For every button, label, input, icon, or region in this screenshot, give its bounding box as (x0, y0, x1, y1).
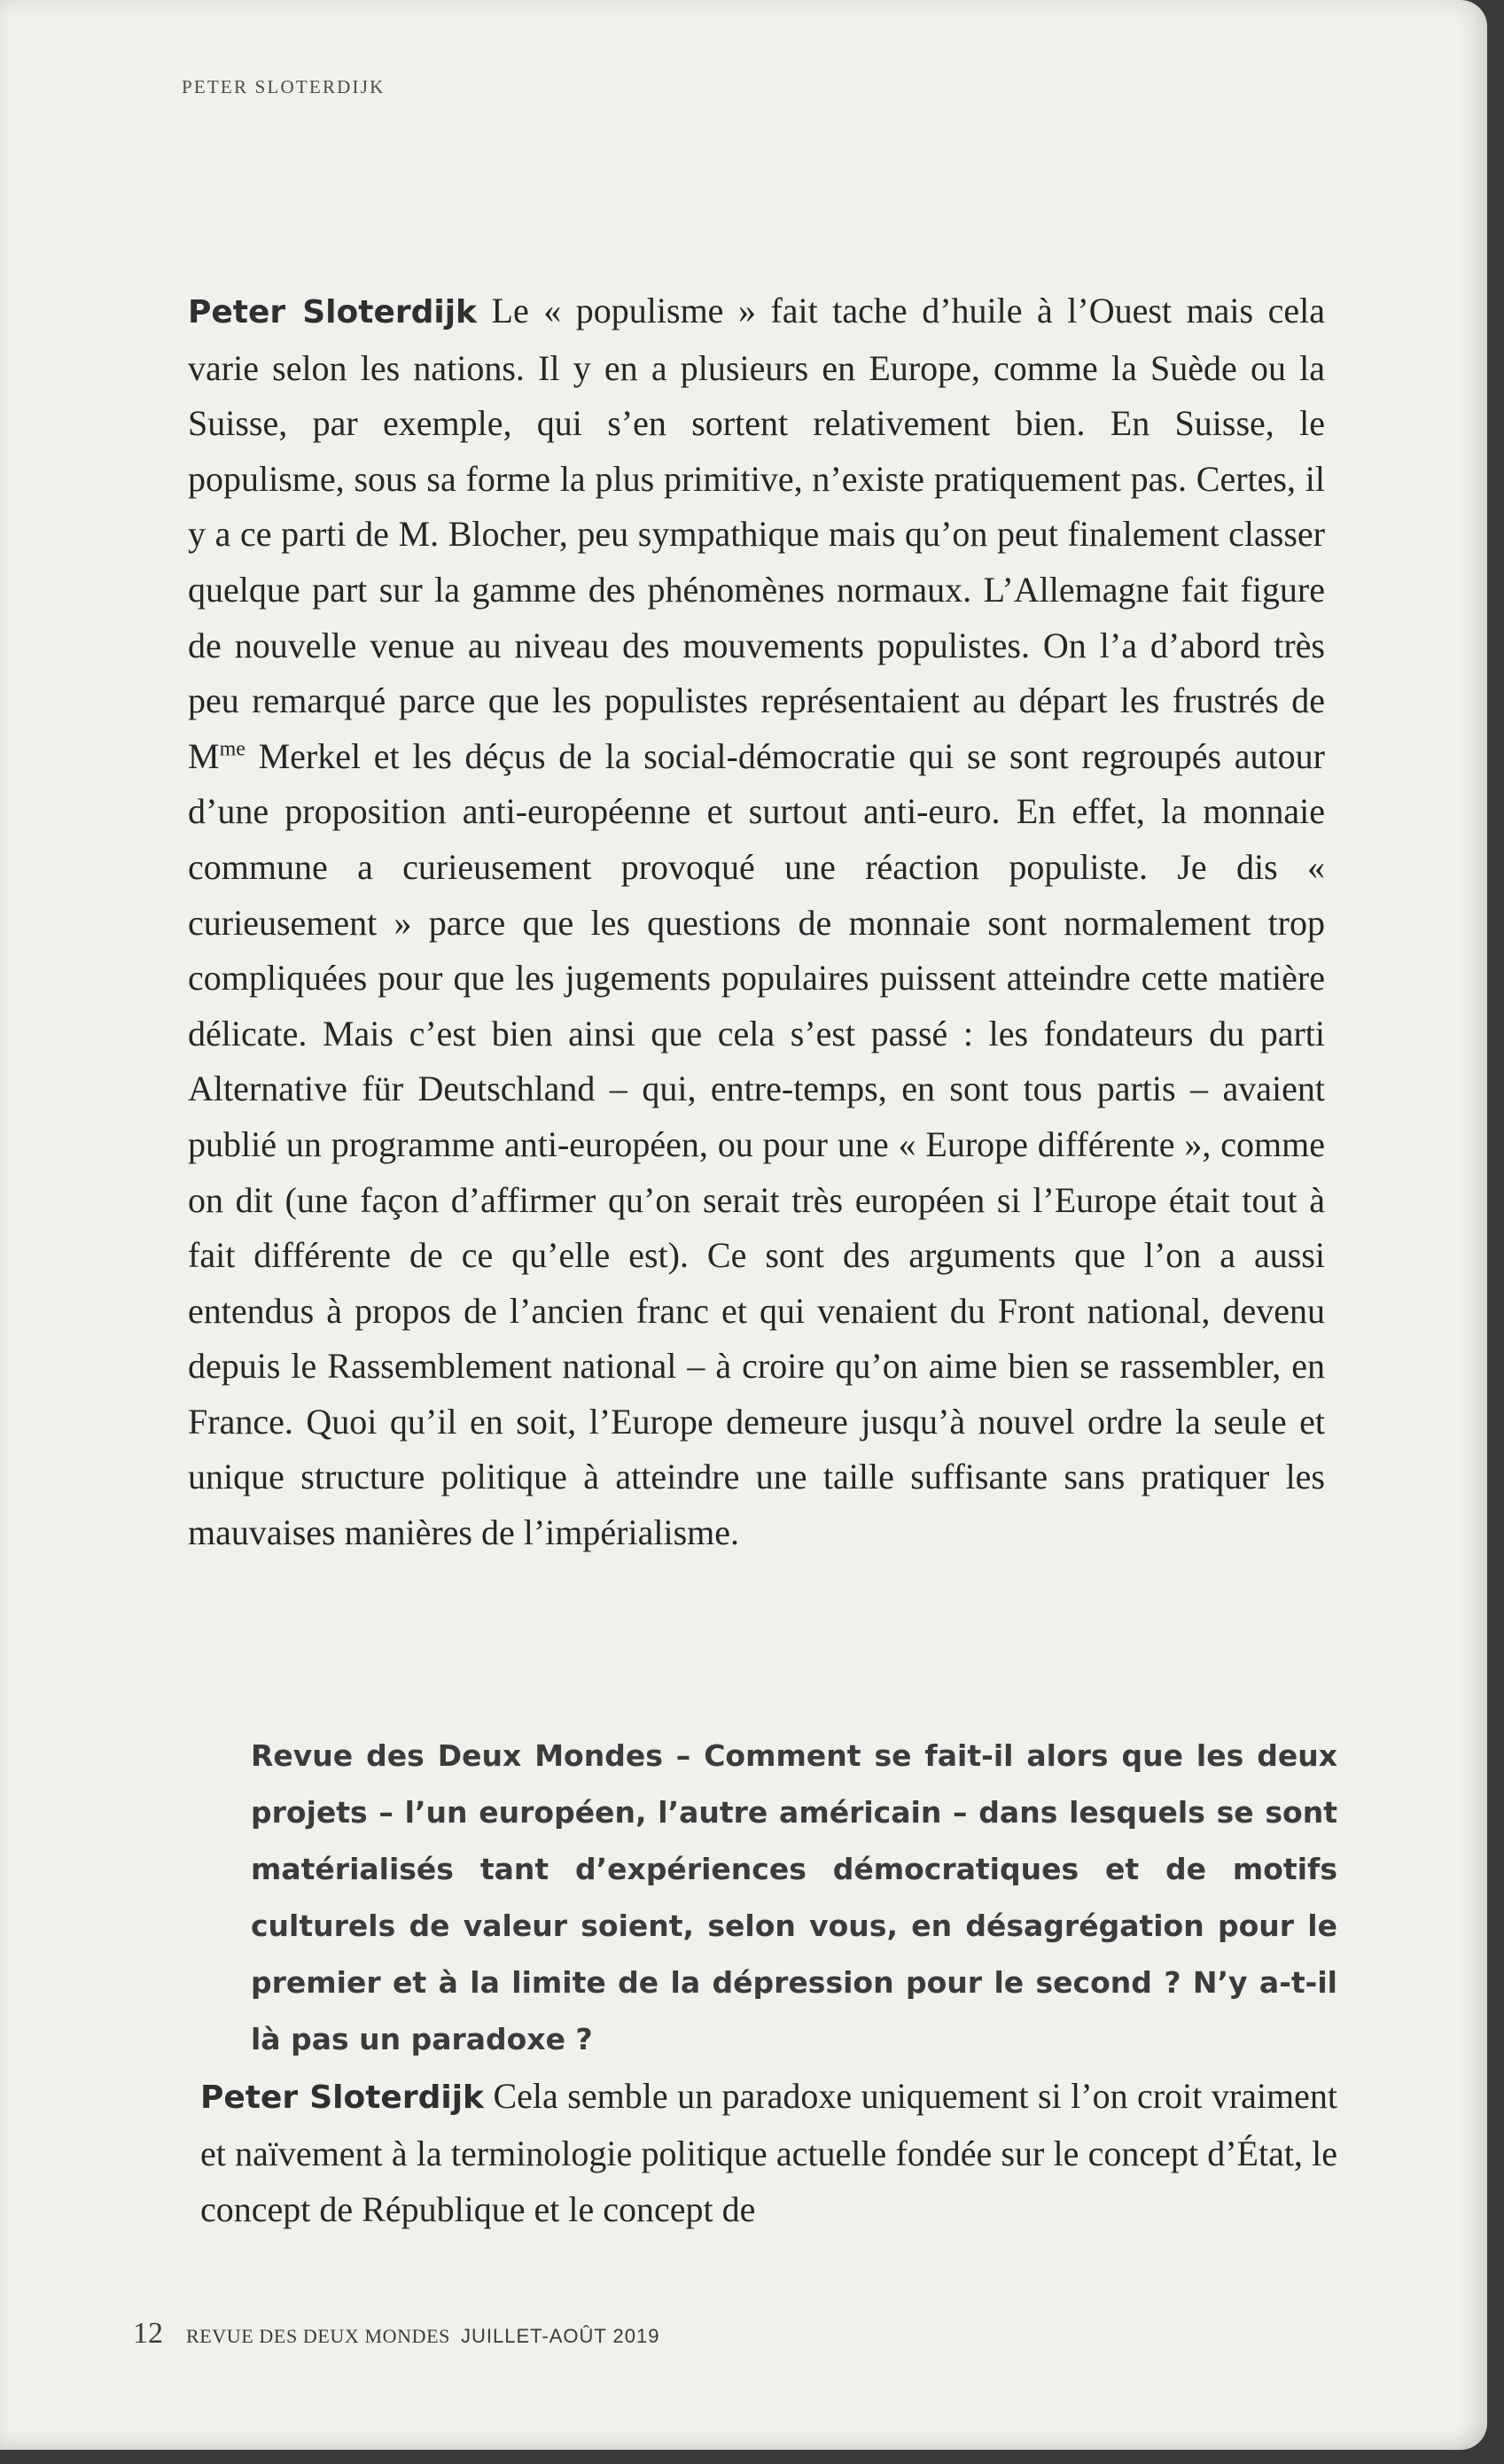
title-abbrev: M (188, 735, 220, 776)
page-number: 12 (133, 2317, 163, 2350)
speaker-name: Peter Sloterdijk (200, 2079, 484, 2116)
question-text: Revue des Deux Mondes – Comment se fait-il alors que les deux projets – l’un européen, l’autre américain – dans lesquels se sont matérialisés tant d’expériences démocratiques et de motifs culturels de valeur soient, selon vous, en désagrégation pour le premier et à la limite de la dépression pour le second ? N’y a-t-il là pas un paradoxe ? (251, 1738, 1337, 2056)
title-superscript: me (219, 737, 245, 761)
answer-paragraph (200, 2068, 1337, 2237)
journal-name: REVUE DES DEUX MONDES (186, 2325, 450, 2347)
running-head: PETER SLOTERDIJK (182, 76, 386, 97)
interview-question (251, 1728, 1337, 2068)
page-footer (133, 2317, 659, 2351)
answer-text-continued: Merkel et les déçus de la social-démocratie qui se sont regroupés autour d’une proposition anti-européenne et surtout anti-euro. En effet, la monnaie commune a curieusement provoqué une réaction populiste. Je dis « curieusement » parce que les questions de monnaie sont normalement trop compliquées pour que les jugements populaires puissent atteindre cette matière délicate. Mais c’est bien ainsi que cela s’est passé : les fondateurs du parti Alternative für Deutschland – qui, entre-temps, en sont tous partis – avaient publié un programme anti-européen, ou pour une « Europe différente », comme on dit (une façon d’affirmer qu’on serait très européen si l’Europe était tout à fait différente de ce qu’elle est). Ce sont des arguments que l’on a aussi entendus à propos de l’ancien franc et qui venaient du Front national, devenu depuis le Rassemblement national – à croire qu’on aime bien se rassembler, en France. Quoi qu’il en soit, l’Europe demeure jusqu’à nouvel ordre la seule et unique structure politique à atteindre une taille suffisante sans pratiquer les mauvaises manières de l’impérialisme. (188, 735, 1325, 1553)
issue-date: JUILLET-AOÛT 2019 (461, 2325, 660, 2347)
answer-block-2 (200, 2068, 1337, 2237)
speaker-name: Peter Sloterdijk (188, 294, 478, 330)
answer-text: Cela semble un paradoxe uniquement si l’on croit vraiment et naïvement à la terminologie politique actuelle fondée sur le concept d’État, le concept de République et le concept de (200, 2076, 1338, 2229)
answer-block-1 (188, 284, 1325, 1561)
answer-paragraph (188, 284, 1325, 1561)
answer-text: Le « populisme » fait tache d’huile à l’Ouest mais cela varie selon les nations. Il y en a plusieurs en Europe, comme la Suède ou la Suisse, par exemple, qui s’en sortent relativement bien. En Suisse, le populisme, sous sa forme la plus primitive, n’existe pratiquement pas. Certes, il y a ce parti de M. Blocher, peu sympathique mais qu’on peut finalement classer quelque part sur la gamme des phénomènes normaux. L’Allemagne fait figure de nouvelle venue au niveau des mouvements populistes. On l’a d’abord très peu remarqué parce que les populistes représentaient au départ les frustrés de (188, 291, 1326, 721)
